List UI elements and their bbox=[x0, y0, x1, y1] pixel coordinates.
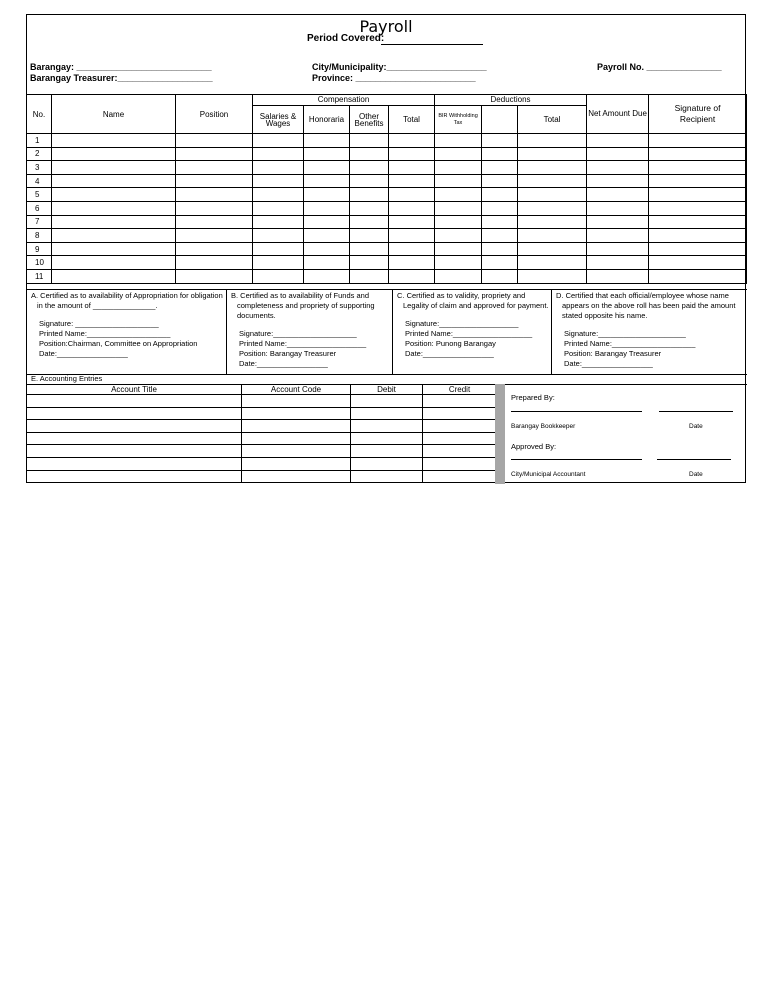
table-cell[interactable] bbox=[435, 242, 482, 256]
table-cell[interactable] bbox=[389, 134, 435, 148]
table-cell[interactable] bbox=[435, 134, 482, 148]
signature-field[interactable]: Signature: ____________________ bbox=[39, 319, 159, 328]
period-covered-field[interactable] bbox=[381, 44, 483, 45]
printed-name-field[interactable]: Printed Name:____________________ bbox=[564, 339, 696, 348]
payroll-no-field[interactable]: Payroll No. _______________ bbox=[597, 62, 722, 72]
row-number: 8 bbox=[27, 229, 52, 243]
table-cell[interactable] bbox=[350, 134, 389, 148]
table-cell[interactable] bbox=[435, 147, 482, 161]
table-cell[interactable] bbox=[52, 161, 176, 175]
table-cell[interactable] bbox=[423, 432, 497, 445]
table-cell[interactable] bbox=[587, 242, 649, 256]
table-cell[interactable] bbox=[649, 256, 747, 270]
cert-text: A. Certified as to availability of Appropriation for obligation in the amount of _______________. bbox=[31, 291, 223, 310]
table-cell[interactable] bbox=[649, 161, 747, 175]
table-cell[interactable] bbox=[649, 174, 747, 188]
table-cell[interactable] bbox=[389, 256, 435, 270]
table-row bbox=[27, 188, 747, 202]
col-deductions: Deductions bbox=[435, 95, 587, 106]
accounting-table bbox=[26, 384, 497, 483]
certification-c bbox=[393, 290, 552, 374]
table-cell[interactable] bbox=[350, 256, 389, 270]
table-cell[interactable] bbox=[350, 201, 389, 215]
table-cell[interactable] bbox=[304, 188, 350, 202]
prepared-date-line[interactable] bbox=[659, 411, 733, 412]
table-cell[interactable] bbox=[423, 420, 497, 433]
row-number: 4 bbox=[27, 174, 52, 188]
col-account-title: Account Title bbox=[27, 385, 242, 395]
table-cell[interactable] bbox=[350, 269, 389, 283]
prepared-by-label: Prepared By: bbox=[511, 393, 555, 402]
row-number: 6 bbox=[27, 201, 52, 215]
table-cell[interactable] bbox=[389, 161, 435, 175]
table-cell[interactable] bbox=[27, 432, 242, 445]
table-row bbox=[27, 395, 497, 408]
table-cell[interactable] bbox=[435, 229, 482, 243]
table-cell[interactable] bbox=[482, 242, 518, 256]
table-cell[interactable] bbox=[518, 174, 587, 188]
printed-name-field[interactable]: Printed Name:____________________ bbox=[39, 329, 171, 338]
approved-date-label: Date bbox=[689, 471, 703, 478]
table-cell[interactable] bbox=[351, 395, 423, 408]
table-cell[interactable] bbox=[27, 407, 242, 420]
date-field[interactable]: Date:_________________ bbox=[239, 359, 328, 368]
col-position: Position bbox=[176, 95, 253, 134]
table-row bbox=[27, 161, 747, 175]
table-cell[interactable] bbox=[435, 174, 482, 188]
table-cell[interactable] bbox=[649, 215, 747, 229]
table-cell[interactable] bbox=[27, 445, 242, 458]
table-cell[interactable] bbox=[587, 256, 649, 270]
row-number: 7 bbox=[27, 215, 52, 229]
table-cell[interactable] bbox=[482, 174, 518, 188]
table-cell[interactable] bbox=[518, 201, 587, 215]
table-row bbox=[27, 457, 497, 470]
table-cell[interactable] bbox=[518, 188, 587, 202]
table-cell[interactable] bbox=[587, 215, 649, 229]
table-cell[interactable] bbox=[176, 256, 253, 270]
table-cell[interactable] bbox=[423, 407, 497, 420]
table-cell[interactable] bbox=[304, 215, 350, 229]
col-deduction-blank bbox=[482, 106, 518, 134]
table-cell[interactable] bbox=[242, 407, 351, 420]
table-cell[interactable] bbox=[253, 134, 304, 148]
table-cell[interactable] bbox=[176, 188, 253, 202]
cert-text: B. Certified as to availability of Funds and completeness and propriety of supporting documents. bbox=[231, 291, 375, 320]
table-cell[interactable] bbox=[242, 432, 351, 445]
table-cell[interactable] bbox=[253, 256, 304, 270]
table-cell[interactable] bbox=[435, 256, 482, 270]
table-cell[interactable] bbox=[52, 134, 176, 148]
table-cell[interactable] bbox=[518, 161, 587, 175]
table-cell[interactable] bbox=[482, 229, 518, 243]
table-cell[interactable] bbox=[52, 201, 176, 215]
table-cell[interactable] bbox=[52, 215, 176, 229]
payroll-table bbox=[26, 94, 747, 284]
table-cell[interactable] bbox=[587, 229, 649, 243]
table-cell[interactable] bbox=[482, 134, 518, 148]
accounting-entries-label: E. Accounting Entries bbox=[31, 374, 103, 383]
table-cell[interactable] bbox=[176, 147, 253, 161]
table-cell[interactable] bbox=[27, 395, 242, 408]
accountant-label: City/Municipal Accountant bbox=[511, 471, 586, 478]
table-cell[interactable] bbox=[482, 188, 518, 202]
prepared-by-signature-line[interactable] bbox=[511, 411, 642, 412]
signature-field[interactable]: Signature:_____________________ bbox=[564, 329, 686, 338]
table-cell[interactable] bbox=[176, 269, 253, 283]
row-number: 5 bbox=[27, 188, 52, 202]
city-municipality-field[interactable]: City/Municipality:____________________ bbox=[312, 62, 487, 72]
table-cell[interactable] bbox=[649, 269, 747, 283]
approved-date-line[interactable] bbox=[657, 459, 731, 460]
table-cell[interactable] bbox=[482, 161, 518, 175]
table-cell[interactable] bbox=[176, 229, 253, 243]
col-name: Name bbox=[52, 95, 176, 134]
province-field[interactable]: Province: ________________________ bbox=[312, 73, 476, 83]
table-cell[interactable] bbox=[423, 395, 497, 408]
certification-a bbox=[27, 290, 227, 374]
table-cell[interactable] bbox=[253, 147, 304, 161]
row-number: 2 bbox=[27, 147, 52, 161]
table-cell[interactable] bbox=[389, 242, 435, 256]
table-cell[interactable] bbox=[27, 420, 242, 433]
table-cell[interactable] bbox=[304, 242, 350, 256]
table-cell[interactable] bbox=[52, 242, 176, 256]
table-cell[interactable] bbox=[351, 445, 423, 458]
col-compensation: Compensation bbox=[253, 95, 435, 106]
table-cell[interactable] bbox=[242, 457, 351, 470]
table-cell[interactable] bbox=[253, 201, 304, 215]
table-cell[interactable] bbox=[649, 229, 747, 243]
table-cell[interactable] bbox=[389, 269, 435, 283]
table-row bbox=[27, 470, 497, 483]
table-cell[interactable] bbox=[435, 201, 482, 215]
table-cell[interactable] bbox=[253, 242, 304, 256]
table-cell[interactable] bbox=[351, 432, 423, 445]
table-cell[interactable] bbox=[351, 407, 423, 420]
table-cell[interactable] bbox=[482, 147, 518, 161]
date-field[interactable]: Date:_________________ bbox=[564, 359, 653, 368]
row-number: 9 bbox=[27, 242, 52, 256]
table-cell[interactable] bbox=[350, 229, 389, 243]
table-cell[interactable] bbox=[649, 201, 747, 215]
signature-field[interactable]: Signature:___________________ bbox=[405, 319, 519, 328]
table-cell[interactable] bbox=[351, 420, 423, 433]
position-text: Position: Barangay Treasurer bbox=[564, 349, 662, 358]
table-cell[interactable] bbox=[649, 134, 747, 148]
table-cell[interactable] bbox=[176, 201, 253, 215]
table-row bbox=[27, 201, 747, 215]
signature-field[interactable]: Signature:____________________ bbox=[239, 329, 357, 338]
table-row bbox=[27, 445, 497, 458]
table-cell[interactable] bbox=[649, 147, 747, 161]
col-ded-total: Total bbox=[518, 106, 587, 134]
table-cell[interactable] bbox=[435, 215, 482, 229]
table-cell[interactable] bbox=[518, 242, 587, 256]
table-cell[interactable] bbox=[587, 134, 649, 148]
table-cell[interactable] bbox=[52, 188, 176, 202]
table-cell[interactable] bbox=[518, 134, 587, 148]
table-cell[interactable] bbox=[649, 242, 747, 256]
col-bir-tax: BIR Withholding Tax bbox=[435, 106, 482, 134]
table-cell[interactable] bbox=[587, 188, 649, 202]
approved-by-signature-line[interactable] bbox=[511, 459, 642, 460]
col-salaries: Salaries & Wages bbox=[253, 106, 304, 134]
table-cell[interactable] bbox=[253, 161, 304, 175]
table-cell[interactable] bbox=[518, 147, 587, 161]
table-cell[interactable] bbox=[176, 242, 253, 256]
row-number: 3 bbox=[27, 161, 52, 175]
table-cell[interactable] bbox=[587, 147, 649, 161]
col-credit: Credit bbox=[423, 385, 497, 395]
col-account-code: Account Code bbox=[242, 385, 351, 395]
table-cell[interactable] bbox=[242, 470, 351, 483]
table-cell[interactable] bbox=[304, 229, 350, 243]
bookkeeper-label: Barangay Bookkeeper bbox=[511, 423, 576, 430]
table-row bbox=[27, 134, 747, 148]
table-cell[interactable] bbox=[304, 201, 350, 215]
table-cell[interactable] bbox=[242, 445, 351, 458]
table-row bbox=[27, 147, 747, 161]
certification-b bbox=[227, 290, 393, 374]
table-cell[interactable] bbox=[27, 457, 242, 470]
prepared-date-label: Date bbox=[689, 423, 703, 430]
table-cell[interactable] bbox=[389, 174, 435, 188]
divider bbox=[27, 374, 747, 375]
table-cell[interactable] bbox=[304, 134, 350, 148]
row-number: 1 bbox=[27, 134, 52, 148]
table-cell[interactable] bbox=[350, 174, 389, 188]
barangay-field[interactable]: Barangay: ___________________________ bbox=[30, 62, 212, 72]
table-cell[interactable] bbox=[304, 256, 350, 270]
table-cell[interactable] bbox=[482, 269, 518, 283]
col-other-benefits: Other Benefits bbox=[350, 106, 389, 134]
table-row bbox=[27, 432, 497, 445]
printed-name-field[interactable]: Printed Name:___________________ bbox=[239, 339, 367, 348]
table-row bbox=[27, 229, 747, 243]
table-row bbox=[27, 215, 747, 229]
table-row bbox=[27, 269, 747, 283]
col-net-amount: Net Amount Due bbox=[587, 95, 649, 134]
table-cell[interactable] bbox=[253, 269, 304, 283]
approved-by-label: Approved By: bbox=[511, 442, 557, 451]
table-cell[interactable] bbox=[587, 161, 649, 175]
table-cell[interactable] bbox=[518, 229, 587, 243]
table-cell[interactable] bbox=[649, 188, 747, 202]
table-cell[interactable] bbox=[253, 188, 304, 202]
barangay-treasurer-field[interactable]: Barangay Treasurer:___________________ bbox=[30, 73, 213, 83]
table-row bbox=[27, 174, 747, 188]
table-row bbox=[27, 420, 497, 433]
table-cell[interactable] bbox=[389, 215, 435, 229]
col-debit: Debit bbox=[351, 385, 423, 395]
col-comp-total: Total bbox=[389, 106, 435, 134]
table-cell[interactable] bbox=[389, 201, 435, 215]
table-cell[interactable] bbox=[518, 269, 587, 283]
table-cell[interactable] bbox=[587, 269, 649, 283]
separator-bar bbox=[495, 384, 505, 484]
table-cell[interactable] bbox=[482, 256, 518, 270]
period-covered-label: Period Covered: bbox=[307, 33, 385, 44]
table-cell[interactable] bbox=[253, 215, 304, 229]
table-cell[interactable] bbox=[389, 147, 435, 161]
table-cell[interactable] bbox=[351, 470, 423, 483]
table-cell[interactable] bbox=[350, 215, 389, 229]
table-cell[interactable] bbox=[351, 457, 423, 470]
col-honoraria: Honoraria bbox=[304, 106, 350, 134]
table-cell[interactable] bbox=[350, 161, 389, 175]
position-text: Position:Chairman, Committee on Appropriation bbox=[39, 339, 198, 348]
form-title: Payroll bbox=[359, 17, 413, 36]
row-number: 11 bbox=[27, 269, 52, 283]
table-cell[interactable] bbox=[350, 188, 389, 202]
cert-text: D. Certified that each official/employee whose name appears on the above roll has been paid the amount stated opposite his name. bbox=[556, 291, 736, 320]
table-cell[interactable] bbox=[518, 215, 587, 229]
printed-name-field[interactable]: Printed Name:___________________ bbox=[405, 329, 533, 338]
payroll-form bbox=[26, 14, 746, 483]
table-cell[interactable] bbox=[423, 470, 497, 483]
table-row bbox=[27, 256, 747, 270]
table-cell[interactable] bbox=[176, 215, 253, 229]
row-number: 10 bbox=[27, 256, 52, 270]
table-cell[interactable] bbox=[52, 174, 176, 188]
position-text: Position: Punong Barangay bbox=[405, 339, 496, 348]
table-cell[interactable] bbox=[304, 161, 350, 175]
table-cell[interactable] bbox=[304, 147, 350, 161]
table-cell[interactable] bbox=[518, 256, 587, 270]
table-cell[interactable] bbox=[176, 134, 253, 148]
table-cell[interactable] bbox=[176, 161, 253, 175]
cert-text: C. Certified as to validity, propriety and Legality of claim and approved for payment. bbox=[397, 291, 549, 310]
table-cell[interactable] bbox=[350, 242, 389, 256]
col-no: No. bbox=[27, 95, 52, 134]
table-row bbox=[27, 407, 497, 420]
table-cell[interactable] bbox=[242, 420, 351, 433]
table-cell[interactable] bbox=[304, 269, 350, 283]
table-cell[interactable] bbox=[350, 147, 389, 161]
table-cell[interactable] bbox=[52, 256, 176, 270]
table-cell[interactable] bbox=[587, 201, 649, 215]
table-cell[interactable] bbox=[52, 147, 176, 161]
table-cell[interactable] bbox=[253, 174, 304, 188]
table-cell[interactable] bbox=[253, 229, 304, 243]
certification-d bbox=[552, 290, 747, 374]
table-cell[interactable] bbox=[435, 269, 482, 283]
table-cell[interactable] bbox=[423, 457, 497, 470]
table-cell[interactable] bbox=[435, 161, 482, 175]
table-cell[interactable] bbox=[587, 174, 649, 188]
table-cell[interactable] bbox=[27, 470, 242, 483]
table-cell[interactable] bbox=[389, 229, 435, 243]
table-cell[interactable] bbox=[176, 174, 253, 188]
table-cell[interactable] bbox=[435, 188, 482, 202]
table-cell[interactable] bbox=[482, 215, 518, 229]
table-cell[interactable] bbox=[389, 188, 435, 202]
table-row bbox=[27, 242, 747, 256]
position-text: Position: Barangay Treasurer bbox=[239, 349, 337, 358]
table-cell[interactable] bbox=[304, 174, 350, 188]
table-cell[interactable] bbox=[423, 445, 497, 458]
table-cell[interactable] bbox=[52, 269, 176, 283]
table-cell[interactable] bbox=[242, 395, 351, 408]
date-field[interactable]: Date:_________________ bbox=[39, 349, 128, 358]
col-signature: Signature of Recipient bbox=[649, 95, 747, 134]
table-cell[interactable] bbox=[482, 201, 518, 215]
date-field[interactable]: Date:_________________ bbox=[405, 349, 494, 358]
table-cell[interactable] bbox=[52, 229, 176, 243]
